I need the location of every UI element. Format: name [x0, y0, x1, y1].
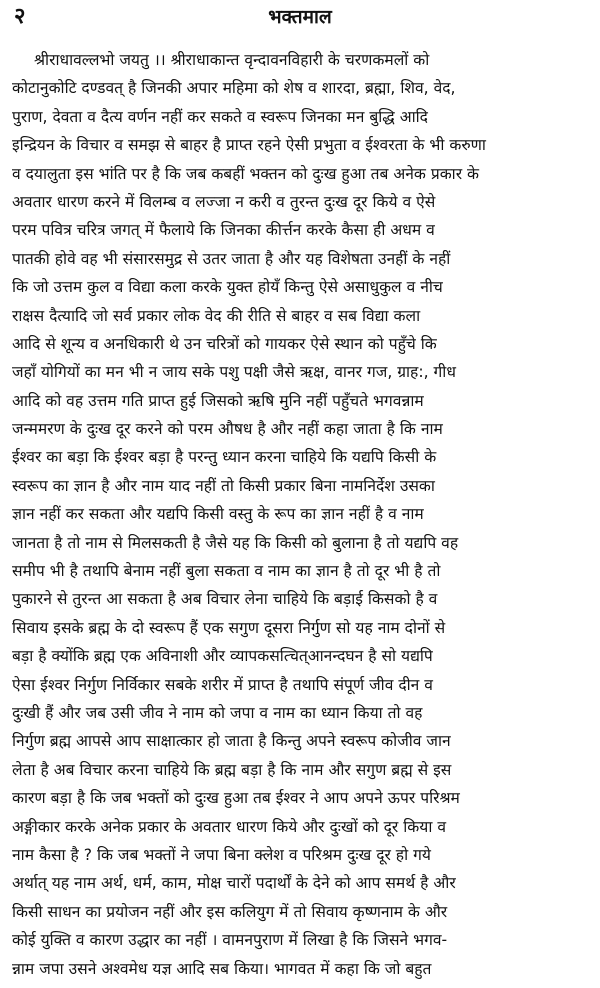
text-line: जानता है तो नाम से मिलसकती है जैसे यह कि किसी को बुलाना है तो यद्यपि वह	[12, 533, 459, 552]
text-line: दुःखी हैं और जब उसी जीव ने नाम को जपा व नाम का ध्यान किया तो वह	[12, 703, 423, 722]
text-line: ईश्वर का बड़ा कि ईश्वर बड़ा है परन्तु ध्यान करना चाहिये कि यद्यपि किसी के	[12, 448, 437, 467]
text-line: पातकी होवे वह भी संसारसमुद्र से उतर जाता है और यह विशेषता उनहीं के नहीं	[12, 249, 451, 268]
page-header	[0, 0, 600, 36]
text-line: स्वरूप का ज्ञान है और नाम याद नहीं तो किसी प्रकार बिना नामनिर्देश उसका	[12, 476, 435, 495]
text-line: पुकारने से तुरन्त आ सकता है अब विचार लेना चाहिये कि बड़ाई किसको है व	[12, 590, 438, 609]
running-title: भक्तमाल	[268, 6, 332, 28]
text-line: समीप भी है तथापि बेनाम नहीं बुला सकता व नाम का ज्ञान है तो दूर भी है तो	[12, 562, 441, 581]
text-line: आदि को वह उत्तम गति प्राप्त हुई जिसको ऋषि मुनि नहीं पहुँचते भगवन्नाम	[12, 391, 424, 410]
text-line: निर्गुण ब्रह्म आपसे आप साक्षात्कार हो जाता है किन्तु अपने स्वरूप कोजीव जान	[12, 732, 451, 751]
text-line: परम पवित्र चरित्र जगत् में फैलाये कि जिनका कीर्त्तन करके कैसा ही अधम व	[12, 221, 435, 240]
page-number: २	[14, 4, 26, 29]
text-line: इन्द्रियन के विचार व समझ से बाहर है प्राप्त रहने ऐसी प्रभुता व ईश्वरता के भी करुणा	[12, 136, 486, 155]
text-line: जहाँ योगियों का मन भी न जाय सके पशु पक्षी जैसे ऋक्ष, वानर गज, ग्राह:, गीध	[12, 363, 456, 382]
text-line: व दयालुता इस भांति पर है कि जब कबहीं भक्तन को दुःख हुआ तब अनेक प्रकार के	[12, 164, 480, 183]
text-line: कारण बड़ा है कि जब भक्तों को दुःख हुआ तब ईश्वर ने आप अपने ऊपर परिश्रम	[12, 789, 460, 808]
text-line: अवतार धारण करने में विलम्ब व लज्जा न करी व तुरन्त दुःख दूर किये व ऐसे	[12, 192, 436, 211]
text-line: सिवाय इसके ब्रह्म के दो स्वरूप हैं एक सगुण दूसरा निर्गुण सो यह नाम दोनों से	[12, 618, 446, 637]
text-line: ऐसा ईश्वर निर्गुण निर्विकार सबके शरीर में प्राप्त है तथापि संपूर्ण जीव दीन व	[12, 675, 433, 694]
text-line: राक्षस दैत्यादि जो सर्व प्रकार लोक वेद की रीति से बाहर व सब विद्या कला	[12, 306, 421, 325]
text-line: कोई युक्ति व कारण उद्धार का नहीं । वामनपुराण में लिखा है कि जिसने भगव-	[12, 931, 448, 950]
text-line: कि जो उत्तम कुल व विद्या कला करके युक्त होयँ किन्तु ऐसे असाधुकुल व नीच	[12, 278, 443, 297]
text-line: पुराण, देवता व दैत्य वर्णन नहीं कर सकते व स्वरूप जिनका मन बुद्धि आदि	[12, 107, 428, 126]
text-line: लेता है अब विचार करना चाहिये कि ब्रह्म बड़ा है कि नाम और सगुण ब्रह्म से इस	[12, 760, 452, 779]
text-line: नाम कैसा है ? कि जब भक्तों ने जपा बिना क्लेश व परिश्रम दुःख दूर हो गये	[12, 845, 431, 864]
text-line: किसी साधन का प्रयोजन नहीं और इस कलियुग में तो सिवाय कृष्णनाम के और	[12, 902, 448, 921]
text-line: अङ्गीकार करके अनेक प्रकार के अवतार धारण किये और दुःखों को दूर किया व	[12, 817, 446, 836]
text-line: अर्थात् यह नाम अर्थ, धर्म, काम, मोक्ष चारों पदार्थों के देने को आप समर्थ है और	[12, 874, 456, 893]
body-text	[12, 46, 596, 983]
text-line: न्नाम जपा उसने अश्वमेध यज्ञ आदि सब किया। भागवत में कहा कि जो बहुत	[12, 959, 432, 978]
text-line: श्रीराधावल्लभो जयतु ।। श्रीराधाकान्त वृन्दावनविहारी के चरणकमलों को	[34, 51, 430, 69]
text-line: कोटानुकोटि दण्डवत् है जिनकी अपार महिमा को शेष व शारदा, ब्रह्मा, शिव, वेद,	[12, 79, 456, 98]
text-line: आदि से शून्य व अनधिकारी थे उन चरित्रों को गायकर ऐसे स्थान को पहुँचे कि	[12, 334, 437, 353]
text-line: बड़ा है क्योंकि ब्रह्म एक अविनाशी और व्यापकसत्चित्आनन्दघन है सो यद्यपि	[12, 647, 433, 666]
text-line: ज्ञान नहीं कर सकता और यद्यपि किसी वस्तु के रूप का ज्ञान नहीं है व नाम	[12, 505, 424, 524]
text-line: जन्ममरण के दुःख दूर करने को परम औषध है और नहीं कहा जाता है कि नाम	[12, 420, 443, 439]
